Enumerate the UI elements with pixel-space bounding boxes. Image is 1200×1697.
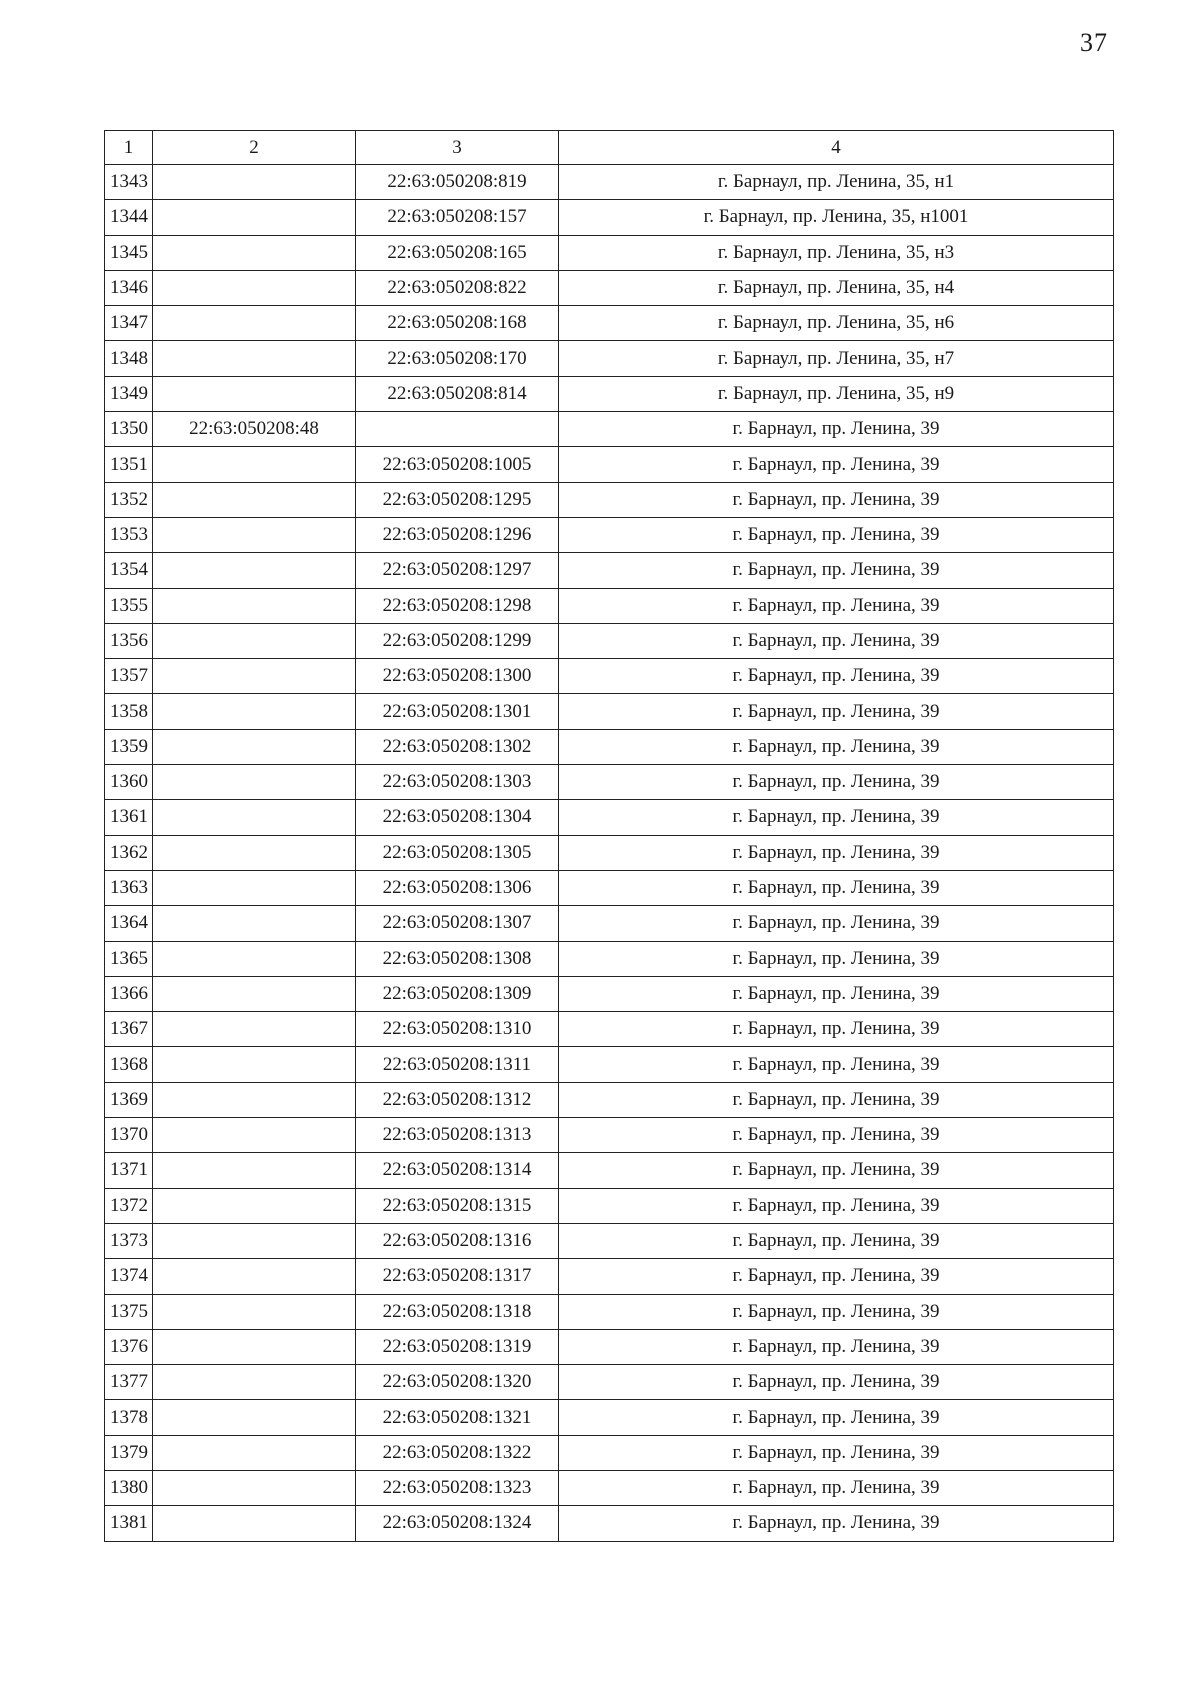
table-row (105, 623, 1114, 658)
table-row (105, 1435, 1114, 1470)
table-row (105, 517, 1114, 552)
land-cadastral-cell (153, 1259, 356, 1294)
row-number-cell: 1344 (105, 200, 153, 235)
table-header (105, 131, 1114, 165)
row-number-cell: 1343 (105, 165, 153, 200)
land-cadastral-cell (153, 835, 356, 870)
property-cadastral-cell: 22:63:050208:1005 (356, 447, 559, 482)
property-cadastral-cell: 22:63:050208:1319 (356, 1329, 559, 1364)
address-cell: г. Барнаул, пр. Ленина, 39 (559, 1435, 1114, 1470)
row-number-cell: 1348 (105, 341, 153, 376)
property-cadastral-cell: 22:63:050208:170 (356, 341, 559, 376)
address-cell: г. Барнаул, пр. Ленина, 39 (559, 1506, 1114, 1541)
property-table (104, 130, 1114, 1542)
property-cadastral-cell: 22:63:050208:1304 (356, 800, 559, 835)
table-row (105, 1047, 1114, 1082)
land-cadastral-cell (153, 1470, 356, 1505)
row-number-cell: 1380 (105, 1470, 153, 1505)
land-cadastral-cell (153, 1188, 356, 1223)
address-cell: г. Барнаул, пр. Ленина, 35, н4 (559, 270, 1114, 305)
land-cadastral-cell (153, 270, 356, 305)
row-number-cell: 1371 (105, 1153, 153, 1188)
table-row (105, 835, 1114, 870)
row-number-cell: 1375 (105, 1294, 153, 1329)
address-cell: г. Барнаул, пр. Ленина, 35, н7 (559, 341, 1114, 376)
land-cadastral-cell (153, 800, 356, 835)
table-row (105, 553, 1114, 588)
table-row (105, 694, 1114, 729)
property-cadastral-cell: 22:63:050208:814 (356, 376, 559, 411)
land-cadastral-cell (153, 906, 356, 941)
table-row (105, 1365, 1114, 1400)
property-cadastral-cell: 22:63:050208:819 (356, 165, 559, 200)
property-cadastral-cell: 22:63:050208:1324 (356, 1506, 559, 1541)
property-cadastral-cell: 22:63:050208:1313 (356, 1118, 559, 1153)
row-number-cell: 1381 (105, 1506, 153, 1541)
row-number-cell: 1347 (105, 306, 153, 341)
table-body (105, 165, 1114, 1542)
property-cadastral-cell: 22:63:050208:1312 (356, 1082, 559, 1117)
row-number-cell: 1363 (105, 870, 153, 905)
table-row (105, 941, 1114, 976)
table-row (105, 270, 1114, 305)
table-row (105, 1400, 1114, 1435)
address-cell: г. Барнаул, пр. Ленина, 39 (559, 906, 1114, 941)
address-cell: г. Барнаул, пр. Ленина, 39 (559, 1118, 1114, 1153)
land-cadastral-cell (153, 1435, 356, 1470)
table-row (105, 412, 1114, 447)
row-number-cell: 1357 (105, 659, 153, 694)
address-cell: г. Барнаул, пр. Ленина, 39 (559, 1082, 1114, 1117)
table-row (105, 1506, 1114, 1541)
row-number-cell: 1368 (105, 1047, 153, 1082)
table-row (105, 906, 1114, 941)
row-number-cell: 1354 (105, 553, 153, 588)
address-cell: г. Барнаул, пр. Ленина, 39 (559, 1470, 1114, 1505)
table-row (105, 1153, 1114, 1188)
land-cadastral-cell (153, 729, 356, 764)
address-cell: г. Барнаул, пр. Ленина, 39 (559, 729, 1114, 764)
row-number-cell: 1349 (105, 376, 153, 411)
property-cadastral-cell: 22:63:050208:1307 (356, 906, 559, 941)
land-cadastral-cell (153, 765, 356, 800)
address-cell: г. Барнаул, пр. Ленина, 39 (559, 1400, 1114, 1435)
table-row (105, 765, 1114, 800)
row-number-cell: 1356 (105, 623, 153, 658)
table-row (105, 729, 1114, 764)
land-cadastral-cell (153, 659, 356, 694)
property-cadastral-cell: 22:63:050208:1317 (356, 1259, 559, 1294)
row-number-cell: 1367 (105, 1012, 153, 1047)
land-cadastral-cell (153, 1365, 356, 1400)
property-cadastral-cell: 22:63:050208:1311 (356, 1047, 559, 1082)
address-cell: г. Барнаул, пр. Ленина, 39 (559, 553, 1114, 588)
land-cadastral-cell (153, 447, 356, 482)
address-cell: г. Барнаул, пр. Ленина, 39 (559, 1047, 1114, 1082)
address-cell: г. Барнаул, пр. Ленина, 39 (559, 1012, 1114, 1047)
land-cadastral-cell (153, 553, 356, 588)
property-cadastral-cell: 22:63:050208:1302 (356, 729, 559, 764)
property-cadastral-cell: 22:63:050208:1316 (356, 1223, 559, 1258)
address-cell: г. Барнаул, пр. Ленина, 39 (559, 623, 1114, 658)
address-cell: г. Барнаул, пр. Ленина, 39 (559, 1365, 1114, 1400)
address-cell: г. Барнаул, пр. Ленина, 39 (559, 588, 1114, 623)
land-cadastral-cell (153, 1012, 356, 1047)
property-cadastral-cell: 22:63:050208:157 (356, 200, 559, 235)
row-number-cell: 1376 (105, 1329, 153, 1364)
address-cell: г. Барнаул, пр. Ленина, 35, н3 (559, 235, 1114, 270)
property-cadastral-cell: 22:63:050208:1314 (356, 1153, 559, 1188)
row-number-cell: 1359 (105, 729, 153, 764)
page-number: 37 (1080, 28, 1108, 57)
property-cadastral-cell: 22:63:050208:1322 (356, 1435, 559, 1470)
table-row (105, 1012, 1114, 1047)
land-cadastral-cell (153, 694, 356, 729)
row-number-cell: 1350 (105, 412, 153, 447)
table-row (105, 1294, 1114, 1329)
address-cell: г. Барнаул, пр. Ленина, 39 (559, 835, 1114, 870)
row-number-cell: 1353 (105, 517, 153, 552)
land-cadastral-cell (153, 341, 356, 376)
address-cell: г. Барнаул, пр. Ленина, 39 (559, 941, 1114, 976)
land-cadastral-cell (153, 1294, 356, 1329)
row-number-cell: 1346 (105, 270, 153, 305)
address-cell: г. Барнаул, пр. Ленина, 39 (559, 1188, 1114, 1223)
property-cadastral-cell: 22:63:050208:1323 (356, 1470, 559, 1505)
property-cadastral-cell: 22:63:050208:168 (356, 306, 559, 341)
table-row (105, 1188, 1114, 1223)
table-row (105, 1118, 1114, 1153)
land-cadastral-cell (153, 870, 356, 905)
row-number-cell: 1373 (105, 1223, 153, 1258)
table-row (105, 1470, 1114, 1505)
property-cadastral-cell: 22:63:050208:1321 (356, 1400, 559, 1435)
property-cadastral-cell: 22:63:050208:1301 (356, 694, 559, 729)
table-row (105, 376, 1114, 411)
table-row (105, 588, 1114, 623)
table-row (105, 659, 1114, 694)
table-row (105, 976, 1114, 1011)
table-row (105, 870, 1114, 905)
property-cadastral-cell: 22:63:050208:1303 (356, 765, 559, 800)
address-cell: г. Барнаул, пр. Ленина, 35, н6 (559, 306, 1114, 341)
table-row (105, 165, 1114, 200)
land-cadastral-cell (153, 976, 356, 1011)
address-cell: г. Барнаул, пр. Ленина, 39 (559, 694, 1114, 729)
property-cadastral-cell: 22:63:050208:1299 (356, 623, 559, 658)
row-number-cell: 1355 (105, 588, 153, 623)
land-cadastral-cell (153, 1329, 356, 1364)
table-row (105, 1223, 1114, 1258)
property-cadastral-cell: 22:63:050208:1306 (356, 870, 559, 905)
property-cadastral-cell: 22:63:050208:1309 (356, 976, 559, 1011)
land-cadastral-cell (153, 1223, 356, 1258)
table-row (105, 341, 1114, 376)
row-number-cell: 1352 (105, 482, 153, 517)
land-cadastral-cell (153, 941, 356, 976)
header-cell-2: 2 (153, 131, 356, 165)
address-cell: г. Барнаул, пр. Ленина, 39 (559, 482, 1114, 517)
address-cell: г. Барнаул, пр. Ленина, 39 (559, 412, 1114, 447)
property-cadastral-cell: 22:63:050208:1296 (356, 517, 559, 552)
property-cadastral-cell: 22:63:050208:1308 (356, 941, 559, 976)
address-cell: г. Барнаул, пр. Ленина, 35, н1001 (559, 200, 1114, 235)
property-cadastral-cell (356, 412, 559, 447)
property-cadastral-cell: 22:63:050208:1310 (356, 1012, 559, 1047)
row-number-cell: 1345 (105, 235, 153, 270)
row-number-cell: 1370 (105, 1118, 153, 1153)
address-cell: г. Барнаул, пр. Ленина, 39 (559, 1294, 1114, 1329)
address-cell: г. Барнаул, пр. Ленина, 39 (559, 659, 1114, 694)
land-cadastral-cell (153, 165, 356, 200)
land-cadastral-cell (153, 376, 356, 411)
property-cadastral-cell: 22:63:050208:1315 (356, 1188, 559, 1223)
address-cell: г. Барнаул, пр. Ленина, 39 (559, 1329, 1114, 1364)
row-number-cell: 1372 (105, 1188, 153, 1223)
address-cell: г. Барнаул, пр. Ленина, 39 (559, 1259, 1114, 1294)
property-cadastral-cell: 22:63:050208:1297 (356, 553, 559, 588)
table-row (105, 482, 1114, 517)
address-cell: г. Барнаул, пр. Ленина, 39 (559, 870, 1114, 905)
land-cadastral-cell (153, 1400, 356, 1435)
land-cadastral-cell: 22:63:050208:48 (153, 412, 356, 447)
land-cadastral-cell (153, 1047, 356, 1082)
land-cadastral-cell (153, 482, 356, 517)
row-number-cell: 1361 (105, 800, 153, 835)
address-cell: г. Барнаул, пр. Ленина, 35, н1 (559, 165, 1114, 200)
table-row (105, 306, 1114, 341)
header-cell-4: 4 (559, 131, 1114, 165)
property-cadastral-cell: 22:63:050208:1320 (356, 1365, 559, 1400)
property-cadastral-cell: 22:63:050208:165 (356, 235, 559, 270)
address-cell: г. Барнаул, пр. Ленина, 39 (559, 1223, 1114, 1258)
land-cadastral-cell (153, 200, 356, 235)
table-row (105, 1082, 1114, 1117)
land-cadastral-cell (153, 306, 356, 341)
row-number-cell: 1379 (105, 1435, 153, 1470)
table-row (105, 1329, 1114, 1364)
land-cadastral-cell (153, 1153, 356, 1188)
property-cadastral-cell: 22:63:050208:822 (356, 270, 559, 305)
row-number-cell: 1362 (105, 835, 153, 870)
table-row (105, 200, 1114, 235)
address-cell: г. Барнаул, пр. Ленина, 39 (559, 765, 1114, 800)
property-cadastral-cell: 22:63:050208:1295 (356, 482, 559, 517)
row-number-cell: 1378 (105, 1400, 153, 1435)
address-cell: г. Барнаул, пр. Ленина, 39 (559, 800, 1114, 835)
land-cadastral-cell (153, 235, 356, 270)
address-cell: г. Барнаул, пр. Ленина, 39 (559, 976, 1114, 1011)
header-row (105, 131, 1114, 165)
row-number-cell: 1369 (105, 1082, 153, 1117)
address-cell: г. Барнаул, пр. Ленина, 39 (559, 447, 1114, 482)
row-number-cell: 1364 (105, 906, 153, 941)
row-number-cell: 1358 (105, 694, 153, 729)
row-number-cell: 1374 (105, 1259, 153, 1294)
table-row (105, 1259, 1114, 1294)
row-number-cell: 1377 (105, 1365, 153, 1400)
row-number-cell: 1360 (105, 765, 153, 800)
table-row (105, 447, 1114, 482)
address-cell: г. Барнаул, пр. Ленина, 35, н9 (559, 376, 1114, 411)
row-number-cell: 1365 (105, 941, 153, 976)
header-cell-1: 1 (105, 131, 153, 165)
property-cadastral-cell: 22:63:050208:1305 (356, 835, 559, 870)
table-row (105, 800, 1114, 835)
address-cell: г. Барнаул, пр. Ленина, 39 (559, 517, 1114, 552)
land-cadastral-cell (153, 1118, 356, 1153)
address-cell: г. Барнаул, пр. Ленина, 39 (559, 1153, 1114, 1188)
property-cadastral-cell: 22:63:050208:1300 (356, 659, 559, 694)
property-cadastral-cell: 22:63:050208:1298 (356, 588, 559, 623)
land-cadastral-cell (153, 1082, 356, 1117)
row-number-cell: 1366 (105, 976, 153, 1011)
land-cadastral-cell (153, 588, 356, 623)
land-cadastral-cell (153, 1506, 356, 1541)
header-cell-3: 3 (356, 131, 559, 165)
table-row (105, 235, 1114, 270)
property-cadastral-cell: 22:63:050208:1318 (356, 1294, 559, 1329)
row-number-cell: 1351 (105, 447, 153, 482)
land-cadastral-cell (153, 623, 356, 658)
land-cadastral-cell (153, 517, 356, 552)
